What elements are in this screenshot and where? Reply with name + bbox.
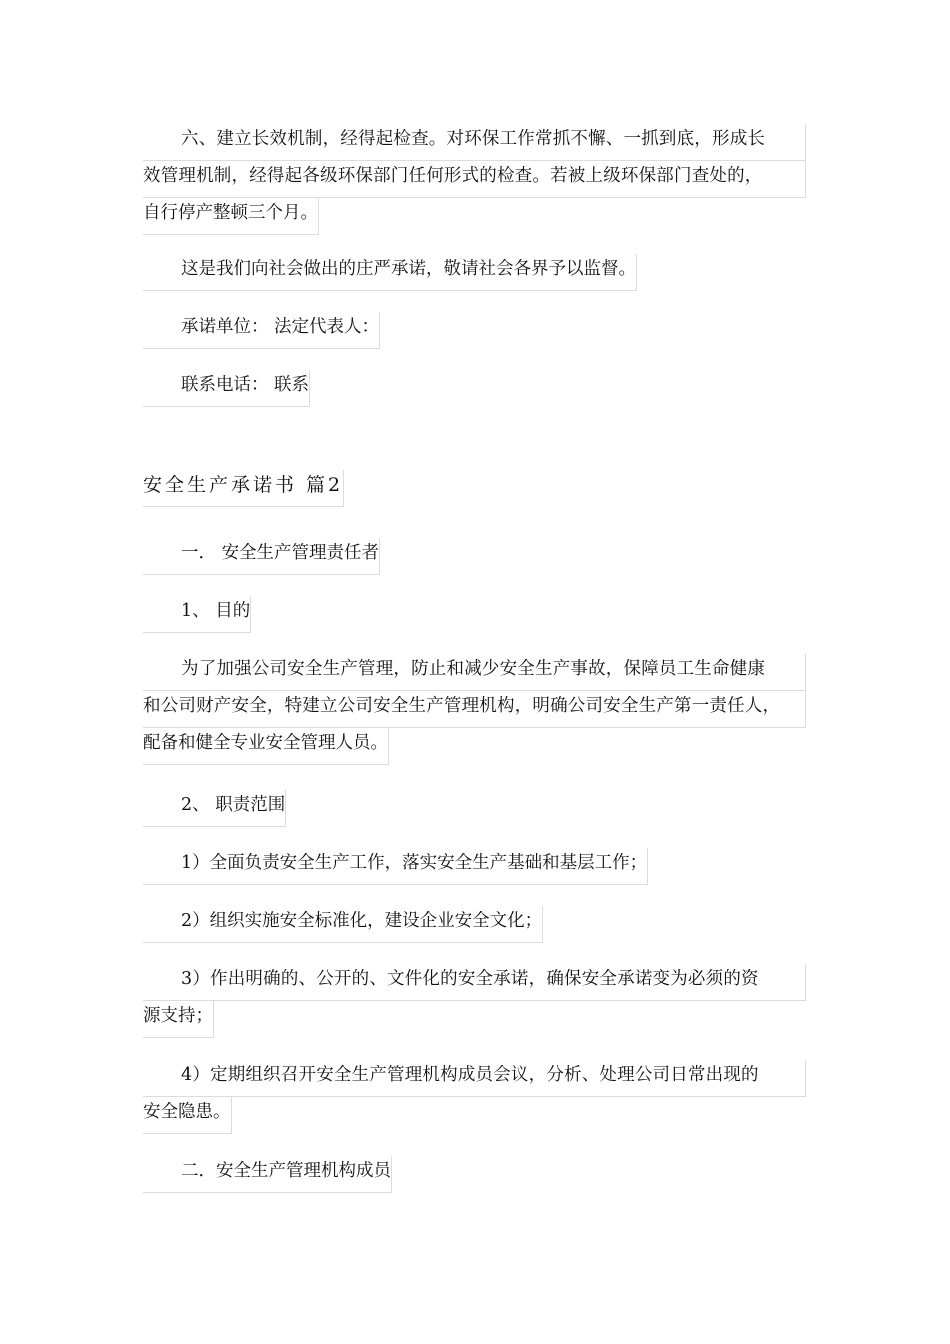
text-line: 2、 职责范围 xyxy=(143,790,286,827)
text-line: 六、建立长效机制，经得起检查。对环保工作常抓不懈、一抓到底，形成长 xyxy=(143,124,806,161)
paragraph-pledge-statement xyxy=(143,254,637,291)
text-line: 效管理机制，经得起各级环保部门任何形式的检查。若被上级环保部门查处的， xyxy=(143,161,806,198)
text-line: 配备和健全专业安全管理人员。 xyxy=(143,728,389,765)
text-line: 和公司财产安全，特建立公司安全生产管理机构，明确公司安全生产第一责任人， xyxy=(143,691,806,728)
paragraph-section-six xyxy=(143,124,806,235)
text-line: 二．安全生产管理机构成员 xyxy=(143,1156,392,1193)
heading-text: 安全生产承诺书 篇2 xyxy=(143,470,344,507)
paragraph-purpose xyxy=(143,654,806,765)
signature-line xyxy=(143,312,380,349)
text-line: 为了加强公司安全生产管理，防止和减少安全生产事故，保障员工生命健康 xyxy=(143,654,806,691)
part-two-title xyxy=(143,1156,392,1193)
duty-three xyxy=(143,964,806,1038)
duty-one xyxy=(143,848,648,885)
text-line: 源支持； xyxy=(143,1001,214,1038)
text-line: 联系电话： 联系 xyxy=(143,370,310,407)
text-line: 这是我们向社会做出的庄严承诺，敬请社会各界予以监督。 xyxy=(143,254,637,291)
duty-four xyxy=(143,1060,806,1134)
item-two-title xyxy=(143,790,286,827)
text-line: 1、 目的 xyxy=(143,596,251,633)
text-line: 承诺单位： 法定代表人： xyxy=(143,312,380,349)
duty-two xyxy=(143,906,543,943)
text-line: 2）组织实施安全标准化，建设企业安全文化； xyxy=(143,906,543,943)
item-one-title xyxy=(143,596,251,633)
part-one-title xyxy=(143,538,380,575)
text-line: 一． 安全生产管理责任者 xyxy=(143,538,380,575)
text-line: 4）定期组织召开安全生产管理机构成员会议，分析、处理公司日常出现的 xyxy=(143,1060,806,1097)
text-line: 安全隐患。 xyxy=(143,1097,232,1134)
text-line: 3）作出明确的、公开的、文件化的安全承诺，确保安全承诺变为必须的资 xyxy=(143,964,806,1001)
text-line: 自行停产整顿三个月。 xyxy=(143,198,319,235)
text-line: 1）全面负责安全生产工作，落实安全生产基础和基层工作； xyxy=(143,848,648,885)
section-heading xyxy=(143,470,344,507)
contact-line xyxy=(143,370,310,407)
